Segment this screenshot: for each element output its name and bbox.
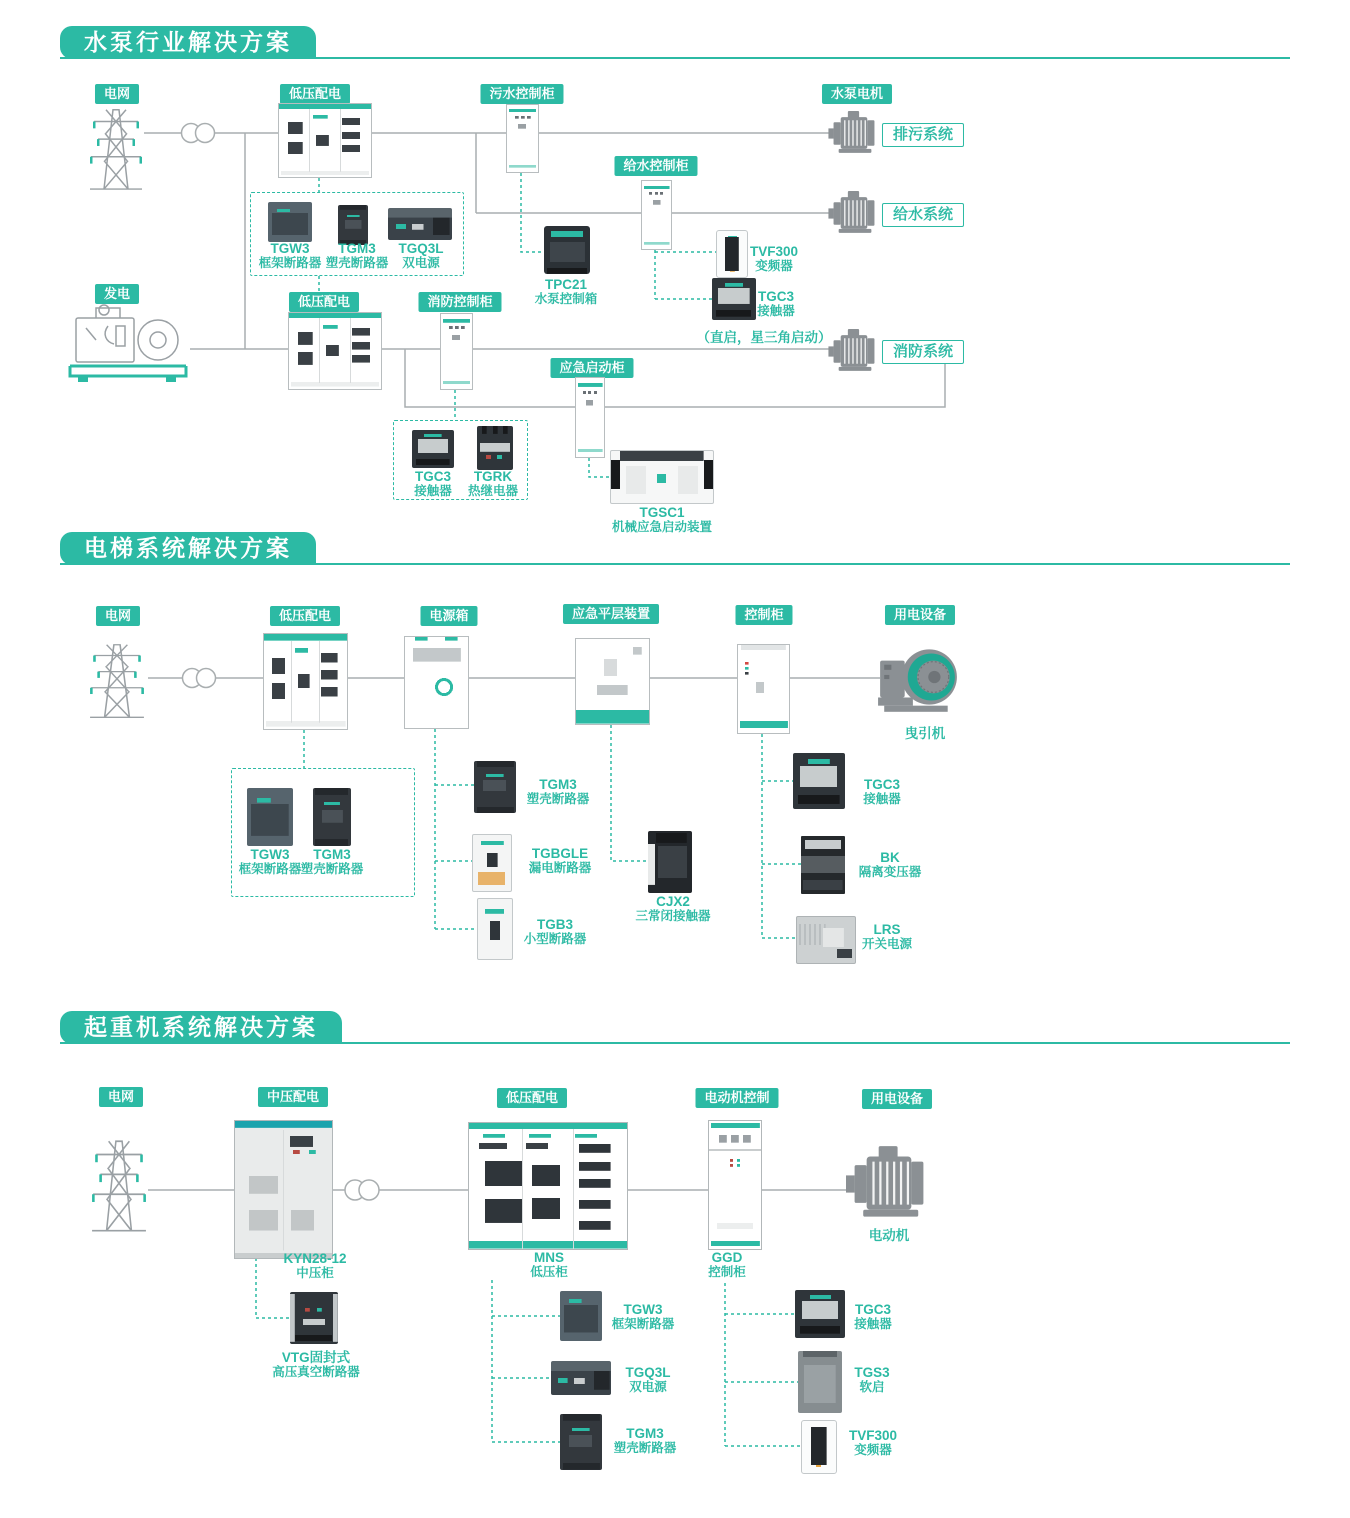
tag-lv-distribution-2: 低压配电 [289, 292, 359, 312]
section-divider [60, 57, 1290, 59]
elevator-control-cabinet [737, 644, 790, 734]
label-mns: MNS 低压柜 [530, 1250, 568, 1279]
lv-switchgear-cabinet-1 [278, 103, 372, 178]
motor-label: 电动机 [868, 1228, 910, 1243]
power-pylon-icon [88, 98, 144, 192]
tag-emergency-cabinet: 应急启动柜 [550, 358, 633, 378]
tag-electric-device: 用电设备 [885, 605, 955, 625]
system-box-fire: 消防系统 [882, 340, 964, 364]
label-tgw3: TGW3 框架断路器 [611, 1302, 675, 1331]
power-pylon-icon [90, 1128, 148, 1234]
water-control-cabinet [641, 180, 672, 250]
label-tgc3: TGC3 接触器 [757, 289, 795, 318]
label-tgm3: TGM3 塑壳断路器 [613, 1426, 677, 1455]
system-box-water: 给水系统 [882, 203, 964, 227]
section-divider [60, 1042, 1290, 1044]
label-tgs3: TGS3 软启 [854, 1365, 890, 1394]
emergency-leveling-device [575, 638, 650, 725]
label-tgbgle: TGBGLE 漏电断路器 [528, 846, 592, 875]
power-pylon-icon [88, 634, 146, 720]
label-tgrk: TGRK 热继电器 [467, 469, 518, 498]
diesel-generator-icon [66, 296, 190, 386]
label-tgm3: TGM3 塑壳断路器 [300, 847, 364, 876]
tag-power-grid: 电网 [99, 1087, 143, 1107]
traction-machine-label: 曳引机 [904, 726, 946, 741]
section-header-pump [60, 26, 316, 59]
tag-fire-cabinet: 消防控制柜 [418, 292, 501, 312]
mv-cabinet-kyn28 [234, 1120, 333, 1259]
label-tgc3: TGC3 接触器 [863, 777, 901, 806]
label-tvf300: TVF300 变频器 [749, 244, 799, 273]
tag-lv-distribution-1: 低压配电 [280, 84, 350, 104]
label-tgm3: TGM3 塑壳断路器 [526, 777, 590, 806]
label-tgw3: TGW3 框架断路器 [258, 241, 322, 270]
tag-control-cabinet: 控制柜 [735, 605, 792, 625]
transformer-icon [183, 669, 216, 688]
label-tgw3: TGW3 框架断路器 [238, 847, 302, 876]
power-box-cabinet [404, 636, 469, 729]
start-mode-note: （直启，星三角启动） [696, 330, 832, 345]
label-tgc3: TGC3 接触器 [854, 1302, 892, 1331]
tag-lv-distribution: 低压配电 [270, 606, 340, 626]
control-cabinet-ggd [708, 1120, 762, 1250]
tag-pump-motor: 水泵电机 [822, 84, 892, 104]
lv-switchgear-cabinet [263, 633, 348, 730]
pump-motor-icon [828, 329, 880, 374]
label-cjx2: CJX2 三常闭接触器 [635, 894, 711, 923]
product-tpc21-image [544, 226, 590, 274]
product-tgsc1-image [610, 450, 714, 504]
tag-sewage-cabinet: 污水控制柜 [480, 84, 563, 104]
pump-motor-icon [828, 191, 880, 236]
label-kyn28: KYN28-12 中压柜 [283, 1251, 347, 1280]
product-tgq3l-image [388, 208, 452, 240]
tag-lv-distribution: 低压配电 [497, 1088, 567, 1108]
pump-motor-icon [828, 111, 880, 156]
label-tgsc1: TGSC1 机械应急启动装置 [611, 505, 712, 534]
fire-control-cabinet [440, 313, 473, 390]
tag-mv-distribution: 中压配电 [258, 1087, 328, 1107]
label-tgq3l: TGQ3L 双电源 [625, 1365, 671, 1394]
section-title: 起重机系统解决方案 [84, 1014, 318, 1040]
section-title: 水泵行业解决方案 [84, 29, 292, 55]
product-tgm3-image [313, 788, 351, 846]
transformer-icon [345, 1180, 379, 1200]
transformer-icon [182, 124, 215, 143]
emergency-start-cabinet [575, 377, 605, 458]
electric-motor-icon [846, 1146, 932, 1222]
tag-electric-device: 用电设备 [862, 1089, 932, 1109]
traction-machine-icon [878, 634, 958, 720]
section-title: 电梯系统解决方案 [84, 535, 292, 561]
product-cjx2-image [648, 831, 692, 893]
sewage-control-cabinet [506, 104, 539, 173]
label-tvf300: TVF300 变频器 [848, 1428, 898, 1457]
section-divider [60, 563, 1290, 565]
tag-motor-control: 电动机控制 [695, 1088, 778, 1108]
product-tgm3-image [338, 205, 368, 245]
system-box-sewage: 排污系统 [882, 123, 964, 147]
label-tgc3: TGC3 接触器 [414, 469, 452, 498]
product-vtg-image [290, 1292, 338, 1344]
product-tgw3-image [268, 202, 312, 242]
label-tpc21: TPC21 水泵控制箱 [534, 277, 598, 306]
tag-leveling-device: 应急平层装置 [563, 604, 659, 624]
label-tgm3: TGM3 塑壳断路器 [325, 241, 389, 270]
tag-power-grid: 电网 [95, 84, 139, 104]
section-header-elevator [60, 532, 316, 565]
lv-cabinet-mns [468, 1122, 628, 1250]
label-vtg: VTG固封式 高压真空断路器 [272, 1350, 360, 1379]
product-tgw3-image [247, 788, 293, 846]
tag-generation: 发电 [95, 284, 139, 304]
tag-power-box: 电源箱 [420, 606, 477, 626]
tag-water-cabinet: 给水控制柜 [614, 156, 697, 176]
label-ggd: GGD 控制柜 [708, 1250, 746, 1279]
label-lrs: LRS 开关电源 [861, 922, 912, 951]
product-tgrk-image [477, 426, 513, 470]
tag-power-grid: 电网 [96, 606, 140, 626]
label-bk: BK 隔离变压器 [858, 850, 922, 879]
section-header-crane [60, 1011, 342, 1044]
label-tgq3l: TGQ3L 双电源 [398, 241, 444, 270]
product-tgc3-image [412, 430, 454, 468]
lv-switchgear-cabinet-2 [288, 312, 382, 390]
label-tgb3: TGB3 小型断路器 [523, 917, 587, 946]
